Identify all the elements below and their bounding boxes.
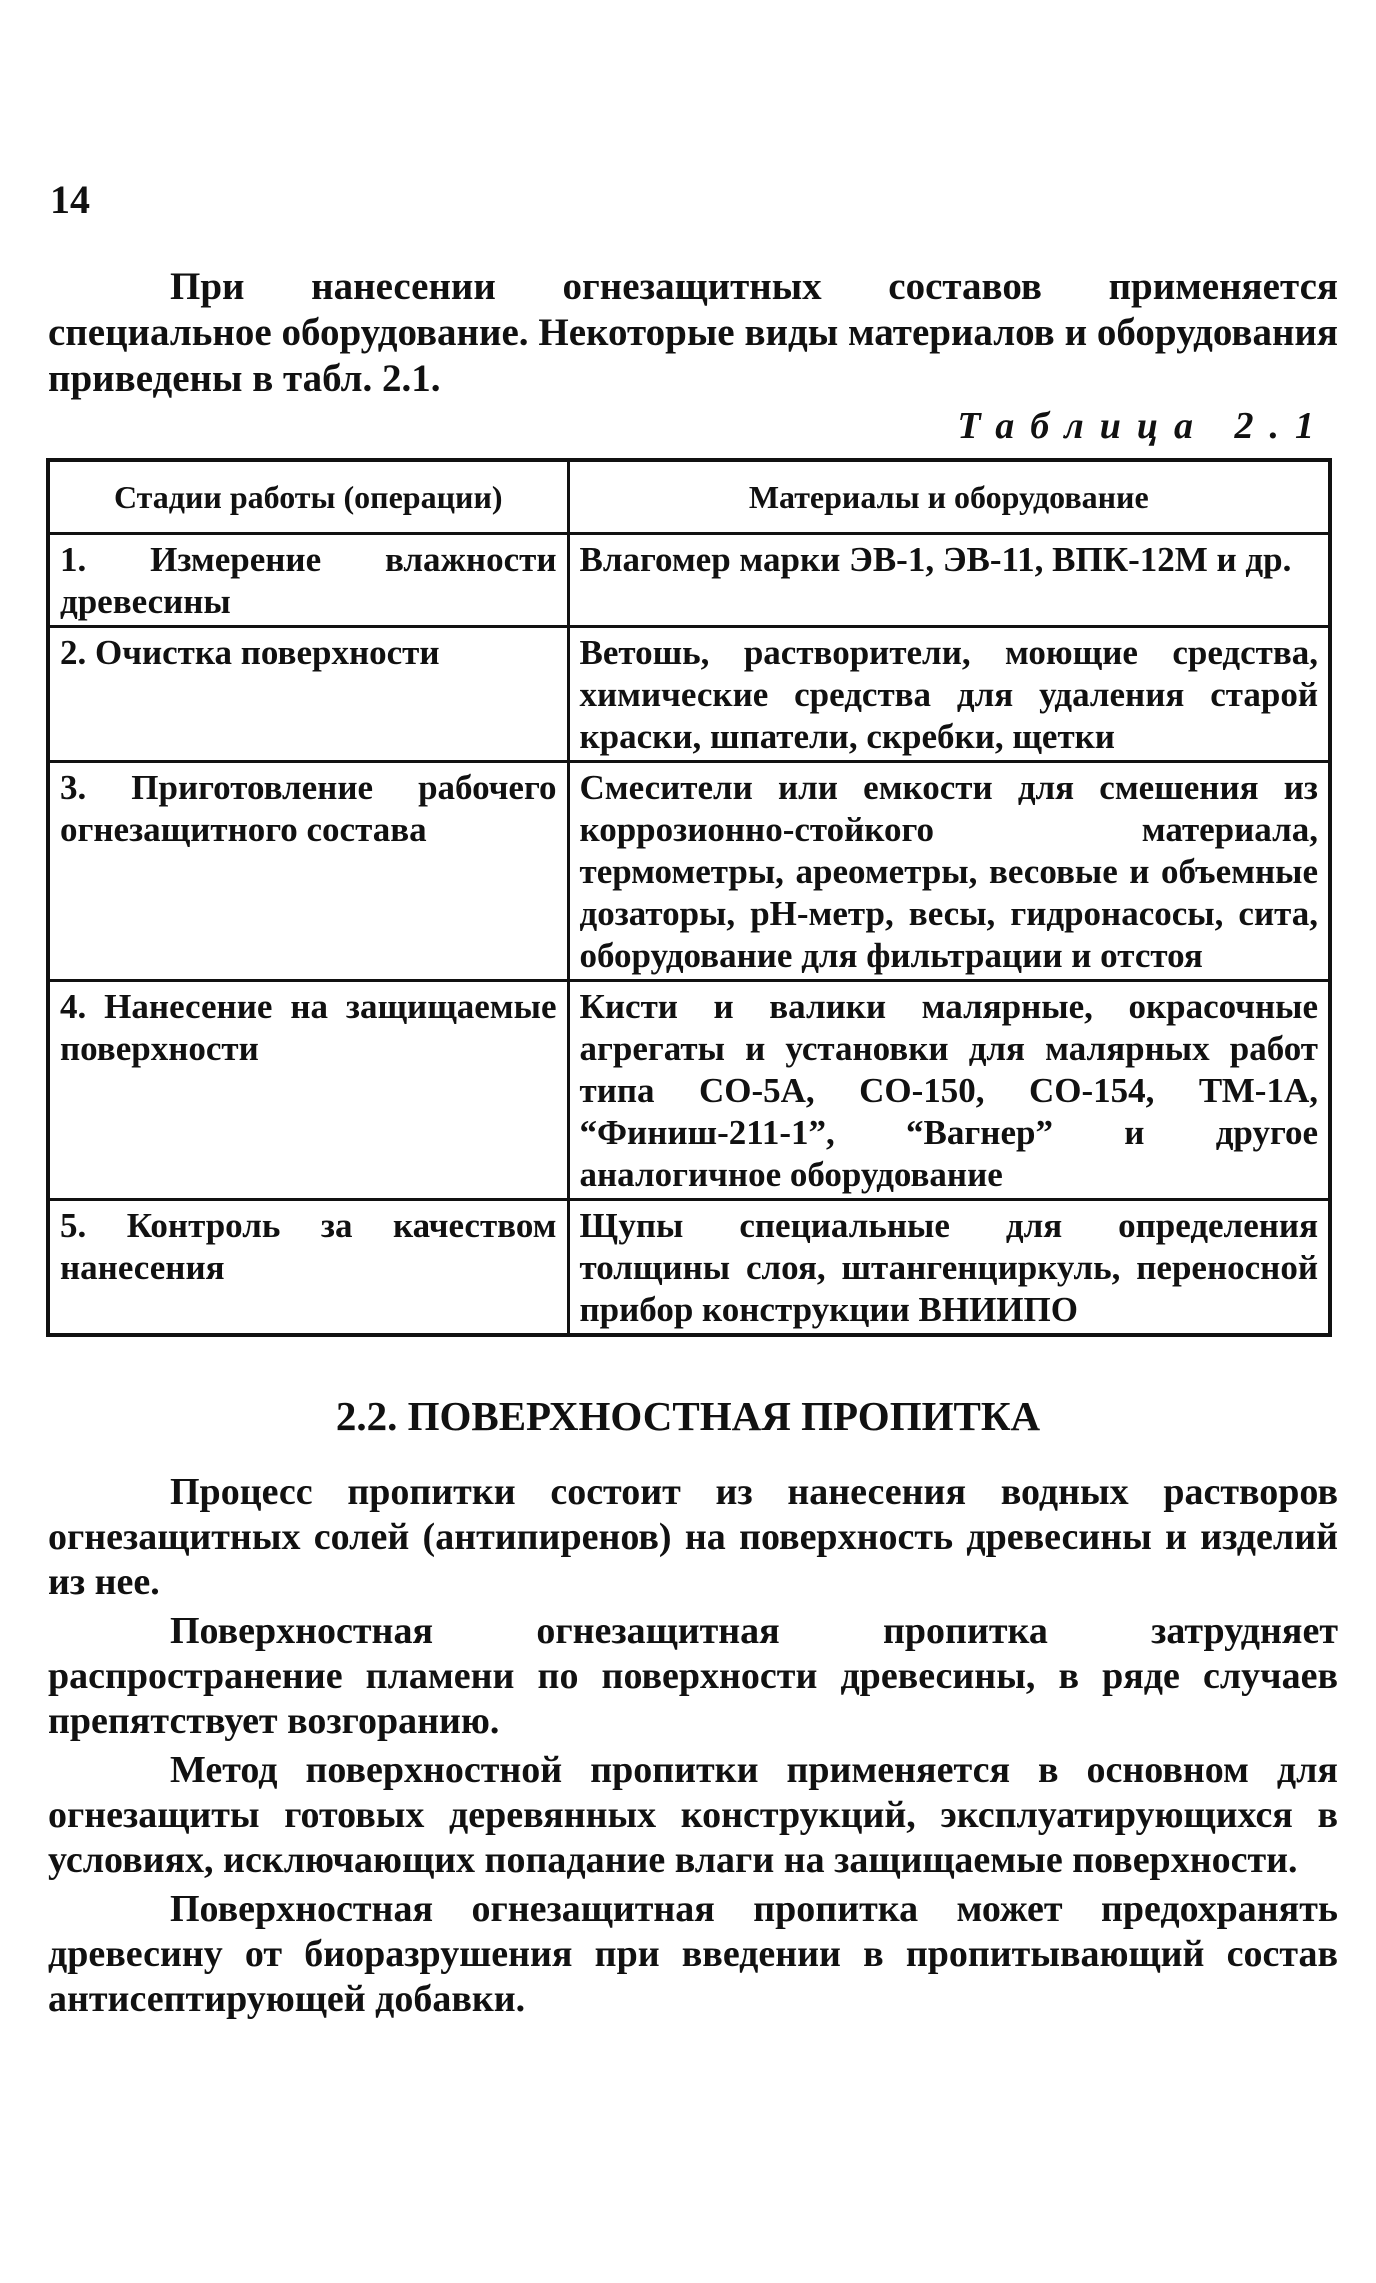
materials-cell: Щупы специальные для определения толщины слоя, штангенциркуль, переносной прибор конструкции ВНИИПО bbox=[568, 1200, 1330, 1336]
section-body bbox=[48, 1470, 1338, 2026]
stage-cell: 1. Измерение влажности древесины bbox=[48, 534, 568, 627]
stage-cell: 2. Очистка поверхности bbox=[48, 627, 568, 762]
stage-cell: 3. Приготовление рабочего огнезащитного состава bbox=[48, 762, 568, 981]
section-title: 2.2. ПОВЕРХНОСТНАЯ ПРОПИТКА bbox=[335, 1393, 1041, 1439]
body-paragraph: Поверхностная огнезащитная пропитка может предохранять древесину от биоразрушения при введении в пропитывающий состав антисептирующей добавки. bbox=[48, 1888, 1338, 2020]
table-row bbox=[48, 762, 1330, 981]
table-row bbox=[48, 981, 1330, 1200]
page-number: 14 bbox=[50, 177, 90, 222]
table-header-row bbox=[48, 460, 1330, 534]
table-row bbox=[48, 534, 1330, 627]
body-paragraph: Метод поверхностной пропитки применяется в основном для огнезащиты готовых деревянных конструкций, эксплуатирующихся в условиях, исключающих попадание влаги на защищаемые поверхности. bbox=[48, 1749, 1338, 1881]
materials-cell: Влагомер марки ЭВ-1, ЭВ-11, ВПК-12М и др. bbox=[568, 534, 1330, 627]
body-paragraph: Процесс пропитки состоит из нанесения водных растворов огнезащитных солей (антипиренов) на поверхность древесины и изделий из нее. bbox=[48, 1471, 1338, 1603]
table-row bbox=[48, 627, 1330, 762]
stage-cell: 5. Контроль за качеством нанесения bbox=[48, 1200, 568, 1336]
materials-cell: Кисти и валики малярные, окрасочные агрегаты и установки для малярных работ типа СО-5А, СО-150, СО-154, ТМ-1А, “Финиш-211-1”, “Вагнер” и другое аналогичное оборудование bbox=[568, 981, 1330, 1200]
header-stage: Стадии работы (операции) bbox=[48, 460, 568, 534]
table-caption: Таблица 2.1 bbox=[957, 405, 1330, 447]
table-row bbox=[48, 1200, 1330, 1336]
intro-paragraph: При нанесении огнезащитных составов применяется специальное оборудование. Некоторые виды материалов и оборудования приведены в табл. 2.1. bbox=[48, 265, 1338, 400]
stage-cell: 4. Нанесение на защищаемые поверхности bbox=[48, 981, 568, 1200]
materials-cell: Смесители или емкости для смешения из коррозионно-стойкого материала, термометры, ареометры, весовые и объемные дозаторы, рН-метр, весы, гидронасосы, сита, оборудование для фильтрации и отстоя bbox=[568, 762, 1330, 981]
materials-cell: Ветошь, растворители, моющие средства, химические средства для удаления старой краски, шпатели, скребки, щетки bbox=[568, 627, 1330, 762]
body-paragraph: Поверхностная огнезащитная пропитка затрудняет распространение пламени по поверхности древесины, в ряде случаев препятствует возгоранию. bbox=[48, 1610, 1338, 1742]
header-materials: Материалы и оборудование bbox=[568, 460, 1330, 534]
equipment-table bbox=[46, 458, 1332, 1337]
